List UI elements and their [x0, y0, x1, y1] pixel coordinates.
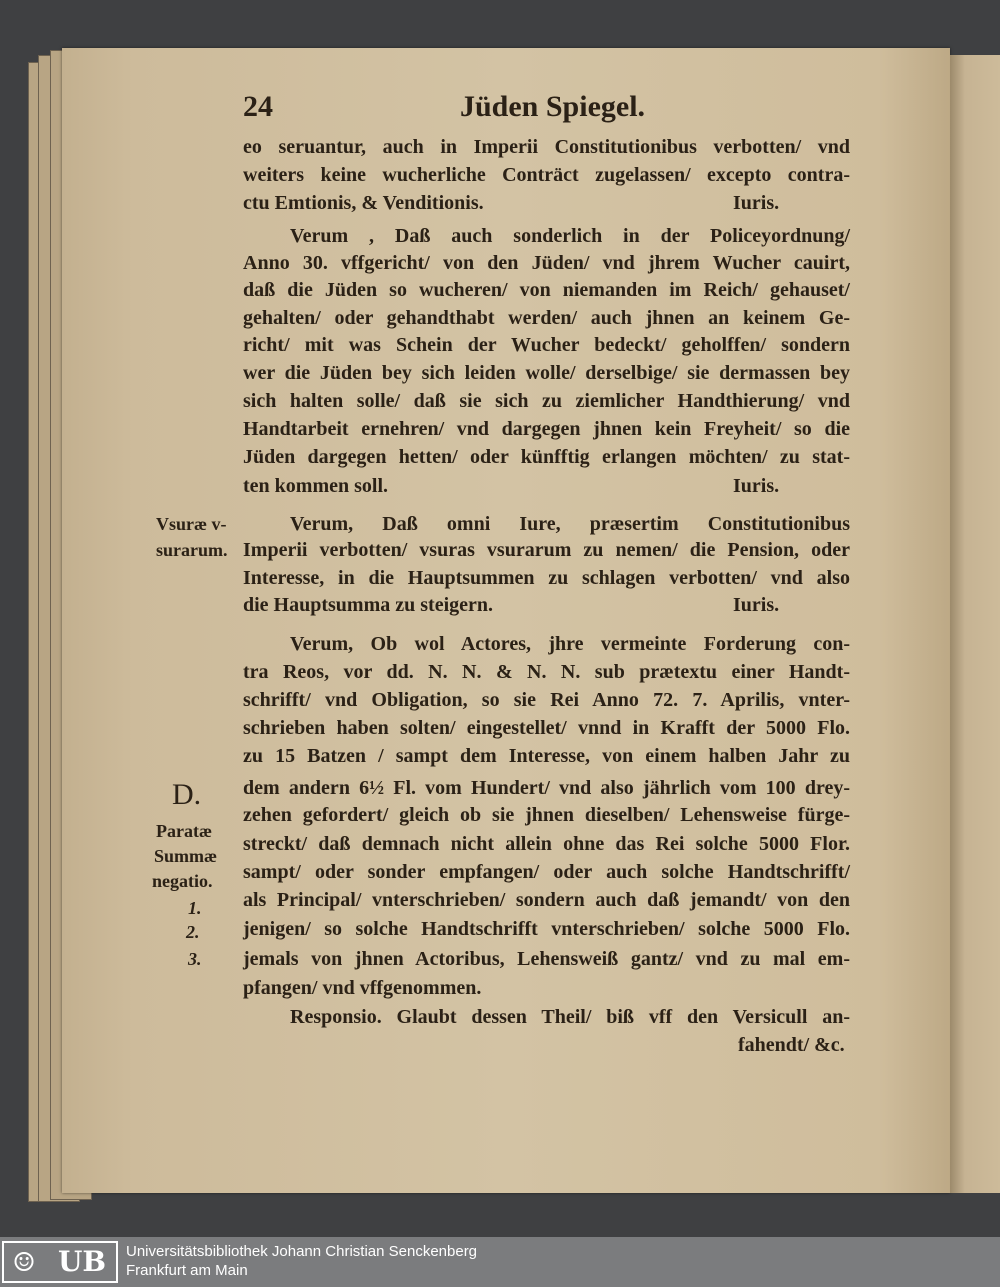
text-line: jenigen/ so solche Handtschrifft vnterschrieben/ solche 5000 Flo. [243, 918, 850, 940]
margin-number: 2. [186, 922, 200, 942]
margin-note: surarum. [156, 540, 228, 560]
text-line: gehalten/ oder gehandthabt werden/ auch jhnen an keinem Ge- [243, 307, 850, 329]
margin-note: Vsuræ v- [156, 514, 227, 534]
text-line: tra Reos, vor dd. N. N. & N. N. sub prætextu einer Handt- [243, 661, 850, 683]
text-line: sich halten solle/ daß sie sich zu ziemlicher Handthierung/ vnd [243, 390, 850, 412]
text-line: zehen gefordert/ gleich ob sie jhnen dieselben/ Lehensweise fürge- [243, 804, 850, 826]
text-line: Handtarbeit ernehren/ vnd dargegen jhnen kein Freyheit/ so die [243, 418, 850, 440]
text-line: ten kommen soll. [243, 475, 388, 497]
margin-note: Paratæ [156, 821, 212, 841]
text-line: die Hauptsumma zu steigern. [243, 594, 493, 616]
library-city: Frankfurt am Main [126, 1262, 248, 1279]
iuris-marker: Iuris. [733, 475, 780, 497]
text-line: daß die Jüden so wucheren/ von niemanden im Reich/ gehauset/ [243, 279, 850, 301]
text-line: Imperii verbotten/ vsuras vsurarum zu nemen/ die Pension, oder [243, 539, 850, 561]
text-line: wer die Jüden bey sich leiden wolle/ derselbige/ sie dermassen bey [243, 362, 850, 384]
ub-logo [2, 1241, 118, 1283]
text-line: jemals von jhnen Actoribus, Lehensweiß gantz/ vnd zu mal em- [243, 948, 850, 970]
text-line: dem andern 6½ Fl. vom Hundert/ vnd also jährlich vom 100 drey- [243, 777, 850, 799]
text-line: ctu Emtionis, & Venditionis. [243, 192, 484, 214]
iuris-marker: Iuris. [733, 192, 780, 214]
text-line: schrifft/ vnd Obligation, so sie Rei Anno 72. 7. Aprilis, vnter- [243, 689, 850, 711]
text-line: sampt/ oder sonder empfangen/ oder auch solche Handtschrifft/ [243, 861, 850, 883]
text-line: Verum, Daß omni Iure, præsertim Constitutionibus [290, 513, 850, 535]
text-line: Interesse, in die Hauptsummen zu schlagen verbotten/ vnd also [243, 567, 850, 589]
facing-page-edge [950, 55, 1000, 1193]
running-title: Jüden Spiegel. [460, 90, 646, 123]
text-line: pfangen/ vnd vffgenommen. [243, 977, 482, 999]
margin-number: 1. [188, 898, 202, 918]
margin-number: 3. [188, 949, 202, 969]
library-name: Universitätsbibliothek Johann Christian Senckenberg [126, 1243, 478, 1260]
margin-note: Summæ [154, 846, 218, 866]
text-line: streckt/ daß demnach nicht allein ohne das Rei solche 5000 Flor. [243, 833, 850, 855]
text-line: schrieben haben solten/ eingestellet/ vnnd in Krafft der 5000 Flo. [243, 717, 850, 739]
text-line: fahendt/ &c. [738, 1034, 845, 1056]
text-line: richt/ mit was Schein der Wucher bedeckt/ geholffen/ sondern [243, 334, 850, 356]
library-footer [0, 1237, 1000, 1287]
iuris-marker: Iuris. [733, 594, 780, 616]
text-line: Anno 30. vffgericht/ von den Jüden/ vnd jhrem Wucher cauirt, [243, 252, 850, 274]
text-line: weiters keine wucherliche Conträct zugelassen/ excepto contra- [243, 164, 850, 186]
text-line: Jüden dargegen hetten/ oder künfftig erlangen möchten/ zu stat- [243, 446, 850, 468]
text-line: Verum, Ob wol Actores, jhre vermeinte Forderung con- [290, 633, 850, 655]
text-line: Responsio. Glaubt dessen Theil/ biß vff den Versicull an- [290, 1006, 850, 1028]
senckenberg-portrait-icon: ☺ [12, 1248, 36, 1278]
text-line: Verum , Daß auch sonderlich in der Policeyordnung/ [290, 225, 850, 247]
text-line: als Principal/ vnterschrieben/ sondern auch daß jemandt/ von den [243, 889, 850, 911]
logo-text: UB [58, 1245, 107, 1278]
text-line: eo seruantur, auch in Imperii Constitutionibus verbotten/ vnd [243, 136, 850, 158]
page-number: 24 [243, 90, 273, 123]
margin-letter: D. [172, 778, 202, 811]
text-line: zu 15 Batzen / sampt dem Interesse, von einem halben Jahr zu [243, 745, 850, 767]
margin-note: negatio. [152, 871, 213, 891]
